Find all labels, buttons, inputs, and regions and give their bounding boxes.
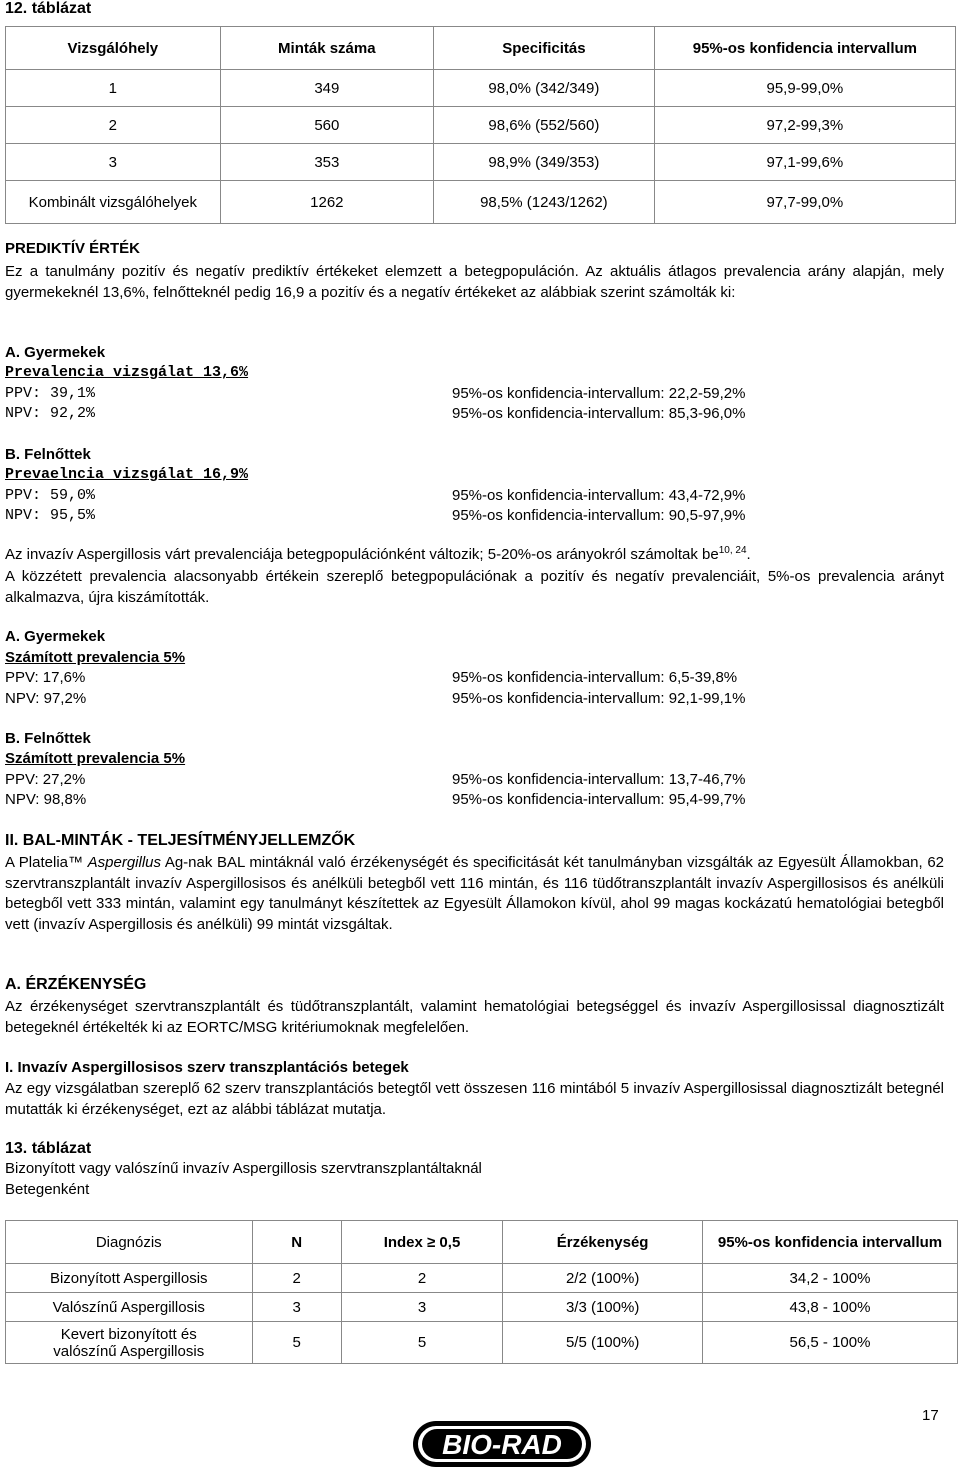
table-cell: Kombinált vizsgálóhelyek xyxy=(6,181,221,224)
table-13-header-sensitivity: Érzékenység xyxy=(503,1221,703,1264)
table-13-line2: Betegenként xyxy=(5,1181,90,1198)
group-b2-npv: NPV: 98,8% xyxy=(5,791,87,808)
group-a2-npv: NPV: 97,2% xyxy=(5,690,87,707)
bal-p1-pre: A Platelia™ xyxy=(5,854,88,871)
table-12-header-row xyxy=(6,27,956,70)
group-b1-ppv-ci: 95%-os konfidencia-intervallum: 43,4-72,9% xyxy=(452,487,746,504)
group-a2-ppv: PPV: 17,6% xyxy=(5,669,86,686)
table-12 xyxy=(5,26,956,224)
table-13-header-index: Index ≥ 0,5 xyxy=(341,1221,503,1264)
table-13-caption: 13. táblázat xyxy=(5,1140,92,1157)
table-row xyxy=(6,107,956,144)
recalc-paragraph: A közzétett prevalencia alacsonyabb értékein szereplő betegpopulációnak a pozitív és negatív prevalenciáit, 5%-os prevalencia arányt alkalmazva, újra kiszámították. xyxy=(5,568,944,606)
table-cell: 5 xyxy=(341,1322,503,1364)
transplant-heading: I. Invazív Aspergillosisos szerv transzplantációs betegek xyxy=(5,1059,409,1076)
table-cell: 56,5 - 100% xyxy=(703,1322,958,1364)
table-row xyxy=(6,70,956,107)
predictive-heading: PREDIKTÍV ÉRTÉK xyxy=(5,240,141,257)
table-cell: 5/5 (100%) xyxy=(503,1322,703,1364)
table-13-line1: Bizonyított vagy valószínű invazív Aspergillosis szervtranszplantáltaknál xyxy=(5,1160,482,1177)
table-cell: Valószínű Aspergillosis xyxy=(6,1293,253,1322)
table-row xyxy=(6,1293,958,1322)
table-row xyxy=(6,1264,958,1293)
table-cell: 98,0% (342/349) xyxy=(434,70,655,107)
table-cell: 2 xyxy=(341,1264,503,1293)
invasive-prevalence-text xyxy=(5,545,751,563)
table-cell: 560 xyxy=(220,107,433,144)
table-cell: 3 xyxy=(252,1293,341,1322)
transplant-paragraph: Az egy vizsgálatban szereplő 62 szerv transzplantációs betegtől vett összesen 116 mintából 5 invazív Aspergillosissal diagnosztizált betegnél mutatták ki érzékenységet, ezt az alábbi táblázat mutatja. xyxy=(5,1080,944,1118)
group-a1-npv-ci: 95%-os konfidencia-intervallum: 85,3-96,0% xyxy=(452,405,746,422)
table-cell: 353 xyxy=(220,144,433,181)
table-cell: 5 xyxy=(252,1322,341,1364)
group-a2-npv-ci: 95%-os konfidencia-intervallum: 92,1-99,1% xyxy=(452,690,746,707)
table-cell: 3 xyxy=(6,144,221,181)
group-b1-ppv: PPV: 59,0% xyxy=(5,487,96,504)
table-cell: 98,6% (552/560) xyxy=(434,107,655,144)
citation-superscript: 10, 24 xyxy=(718,545,747,556)
table-12-header-site: Vizsgálóhely xyxy=(6,27,221,70)
logo-text: BIO-RAD xyxy=(442,1429,562,1460)
table-cell: 97,2-99,3% xyxy=(654,107,955,144)
table-13-header-n: N xyxy=(252,1221,341,1264)
group-a2-title: A. Gyermekek xyxy=(5,628,106,645)
group-a1-title: A. Gyermekek xyxy=(5,344,106,361)
table-cell: 349 xyxy=(220,70,433,107)
invasive-end: . xyxy=(746,546,751,563)
table-cell: 43,8 - 100% xyxy=(703,1293,958,1322)
table-cell: 2/2 (100%) xyxy=(503,1264,703,1293)
table-cell: 1 xyxy=(6,70,221,107)
bal-p1-post: Ag-nak BAL mintáknál való érzékenységét és specificitását két tanulmányban vizsgálták az Egyesült Államokban, 62 szervtranszplantált invazív Aspergillosisos és anélküli betegből vett 116 mintán, és 116 tüdőtranszplantált invazív Aspergillosisos és anélküli betegből vett 333 mintán, valamint egy tanulmányt készítettek az Egyesült Államokon kívül, ahol 99 magas kockázatú hematológiai betegből vett (invazív Aspergillosis és anélküli) 99 mintát vizsgáltak. xyxy=(5,854,944,933)
group-b1-npv: NPV: 95,5% xyxy=(5,507,96,524)
table-cell: Kevert bizonyított és valószínű Aspergillosis xyxy=(6,1322,253,1364)
table-cell: 2 xyxy=(6,107,221,144)
table-cell: 34,2 - 100% xyxy=(703,1264,958,1293)
table-row xyxy=(6,144,956,181)
table-12-caption: 12. táblázat xyxy=(5,0,92,17)
group-a1-npv: NPV: 92,2% xyxy=(5,405,96,422)
table-row xyxy=(6,1322,958,1364)
table-cell: 97,7-99,0% xyxy=(654,181,955,224)
table-cell: 95,9-99,0% xyxy=(654,70,955,107)
group-a1-ppv-ci: 95%-os konfidencia-intervallum: 22,2-59,2% xyxy=(452,385,746,402)
invasive-text: Az invazív Aspergillosis várt prevalenciája betegpopulációnként változik; 5-20%-os arányokról számoltak be xyxy=(5,546,719,563)
bal-p1-italic: Aspergillus xyxy=(87,854,162,871)
group-b2-ppv-ci: 95%-os konfidencia-intervallum: 13,7-46,7% xyxy=(452,771,746,788)
bal-heading: II. BAL-MINTÁK - TELJESÍTMÉNYJELLEMZŐK xyxy=(5,832,356,849)
group-b2-title: B. Felnőttek xyxy=(5,730,91,747)
table-12-header-specificity: Specificitás xyxy=(434,27,655,70)
table-12-header-ci: 95%-os konfidencia intervallum xyxy=(654,27,955,70)
table-12-header-samples: Minták száma xyxy=(220,27,433,70)
group-b1-npv-ci: 95%-os konfidencia-intervallum: 90,5-97,9% xyxy=(452,507,746,524)
table-cell: Bizonyított Aspergillosis xyxy=(6,1264,253,1293)
group-b2-npv-ci: 95%-os konfidencia-intervallum: 95,4-99,7% xyxy=(452,791,746,808)
table-cell: 3/3 (100%) xyxy=(503,1293,703,1322)
table-cell: 2 xyxy=(252,1264,341,1293)
group-a1-ppv: PPV: 39,1% xyxy=(5,385,96,402)
group-a2-subtitle: Számított prevalencia 5% xyxy=(5,649,186,666)
table-row xyxy=(6,181,956,224)
table-13-header-row xyxy=(6,1221,958,1264)
table-cell: 1262 xyxy=(220,181,433,224)
table-cell: 97,1-99,6% xyxy=(654,144,955,181)
group-a1-subtitle: Prevalencia vizsgálat 13,6% xyxy=(5,364,249,381)
group-b2-subtitle: Számított prevalencia 5% xyxy=(5,750,186,767)
table-13-header-diagnosis: Diagnózis xyxy=(6,1221,253,1264)
table-cell: 3 xyxy=(341,1293,503,1322)
bal-paragraph xyxy=(5,853,944,935)
bio-rad-logo xyxy=(411,1419,593,1469)
group-b1-subtitle: Prevaelncia vizsgálat 16,9% xyxy=(5,466,249,483)
sensitivity-heading: A. ÉRZÉKENYSÉG xyxy=(5,976,147,993)
table-13 xyxy=(5,1220,958,1364)
page-number: 17 xyxy=(922,1407,939,1424)
group-b2-ppv: PPV: 27,2% xyxy=(5,771,86,788)
group-a2-ppv-ci: 95%-os konfidencia-intervallum: 6,5-39,8% xyxy=(452,669,738,686)
table-cell: 98,5% (1243/1262) xyxy=(434,181,655,224)
group-b1-title: B. Felnőttek xyxy=(5,446,91,463)
predictive-intro: Ez a tanulmány pozitív és negatív prediktív értékeket elemzett a betegpopuláción. Az aktuális átlagos prevalencia arány alapján, mely gyermekeknél 13,6%, felnőtteknél pedig 16,9 a pozitív és a negatív értékeket az alábbiak szerint számolták ki: xyxy=(5,263,944,301)
sensitivity-paragraph: Az érzékenységet szervtranszplantált és tüdőtranszplantált, valamint hematológiai betegséggel és invazív Aspergillosissal diagnosztizált betegeknél értékelték ki az EORTC/MSG kritériumoknak megfelelően. xyxy=(5,998,944,1036)
table-13-header-ci: 95%-os konfidencia intervallum xyxy=(703,1221,958,1264)
table-cell: 98,9% (349/353) xyxy=(434,144,655,181)
